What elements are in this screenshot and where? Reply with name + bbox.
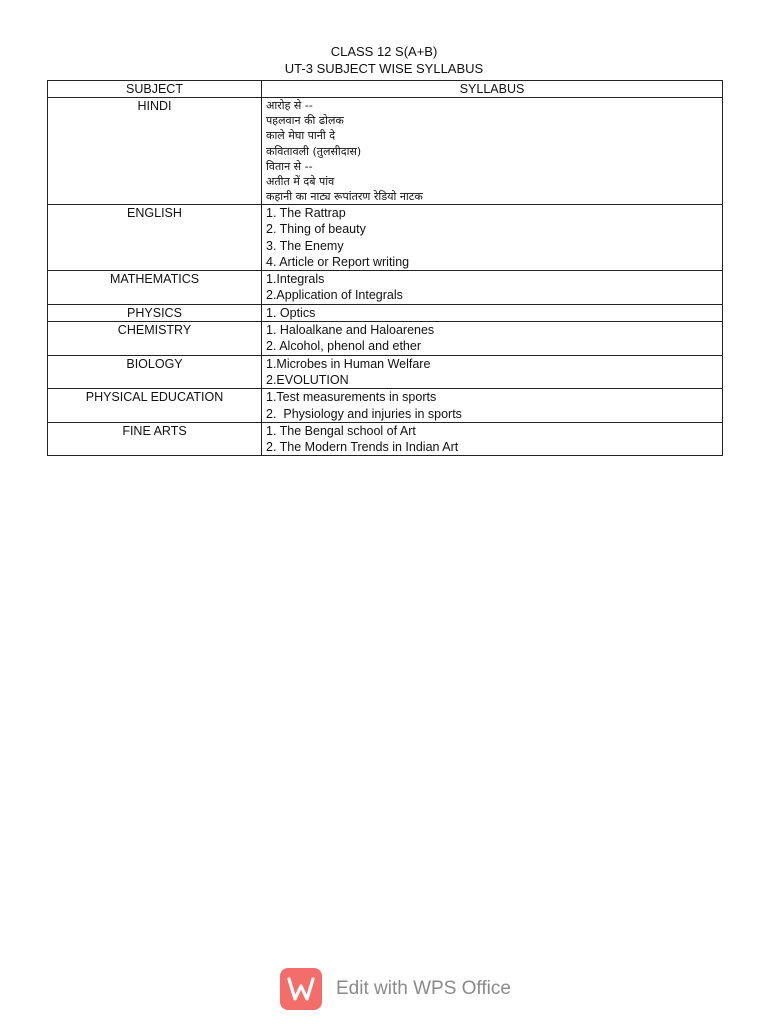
syllabus-item: आरोह से -- (266, 99, 313, 113)
syllabus-cell (262, 389, 723, 423)
syllabus-item: वितान से -- (266, 159, 313, 173)
document-title (0, 43, 768, 77)
table-row (48, 322, 723, 356)
syllabus-item: 2. The Modern Trends in Indian Art (266, 440, 459, 455)
syllabus-cell (262, 271, 723, 305)
syllabus-cell (262, 98, 723, 205)
table-row (48, 98, 723, 205)
syllabus-item: पहलवान की ढोलक (266, 114, 344, 128)
subject-cell: ENGLISH (48, 204, 262, 270)
table-row (48, 271, 723, 305)
title-line-class: CLASS 12 S(A+B) (330, 44, 438, 59)
subject-cell: HINDI (48, 98, 262, 205)
table-header-row (48, 81, 723, 98)
syllabus-cell (262, 204, 723, 270)
table-row (48, 422, 723, 456)
subject-cell: BIOLOGY (48, 355, 262, 389)
syllabus-item: 1. Optics (266, 305, 316, 320)
syllabus-item: अतीत में दबे पांव (266, 174, 335, 188)
syllabus-item: 2. Thing of beauty (266, 222, 366, 237)
subject-cell: PHYSICAL EDUCATION (48, 389, 262, 423)
table-row (48, 304, 723, 321)
subject-cell: PHYSICS (48, 304, 262, 321)
subject-cell: CHEMISTRY (48, 322, 262, 356)
syllabus-item: 3. The Enemy (266, 238, 344, 253)
syllabus-item: 1. The Bengal school of Art (266, 423, 416, 438)
syllabus-item: 2. Physiology and injuries in sports (266, 406, 462, 421)
syllabus-item: कहानी का नाट्य रूपांतरण रेडियो नाटक (266, 189, 423, 203)
syllabus-cell (262, 304, 723, 321)
table-row (48, 204, 723, 270)
wps-w-logo-icon (286, 976, 316, 1002)
syllabus-item: 2.Application of Integrals (266, 288, 403, 303)
syllabus-item: 1. The Rattrap (266, 205, 346, 220)
syllabus-item: कवितावली (तुलसीदास) (266, 144, 362, 158)
syllabus-item: 2.EVOLUTION (266, 372, 349, 387)
syllabus-item: 4. Article or Report writing (266, 254, 410, 269)
title-line-syllabus: UT-3 SUBJECT WISE SYLLABUS (284, 61, 484, 76)
syllabus-item: 1.Test measurements in sports (266, 390, 437, 405)
subject-cell: FINE ARTS (48, 422, 262, 456)
syllabus-cell (262, 422, 723, 456)
wps-edit-text[interactable]: Edit with WPS Office (336, 978, 511, 999)
table-row (48, 355, 723, 389)
syllabus-table-body (48, 98, 723, 456)
syllabus-item: काले मेघा पानी दे (266, 129, 336, 143)
syllabus-table (47, 80, 723, 456)
syllabus-item: 1.Microbes in Human Welfare (266, 356, 431, 371)
syllabus-cell (262, 322, 723, 356)
wps-w-logo-icon[interactable] (280, 968, 322, 1010)
syllabus-item: 1.Integrals (266, 272, 325, 287)
header-syllabus: SYLLABUS (262, 81, 723, 98)
syllabus-cell (262, 355, 723, 389)
header-subject: SUBJECT (48, 81, 262, 98)
syllabus-item: 1. Haloalkane and Haloarenes (266, 323, 435, 338)
wps-edit-banner[interactable] (280, 968, 511, 1010)
table-row (48, 389, 723, 423)
syllabus-item: 2. Alcohol, phenol and ether (266, 339, 421, 354)
subject-cell: MATHEMATICS (48, 271, 262, 305)
